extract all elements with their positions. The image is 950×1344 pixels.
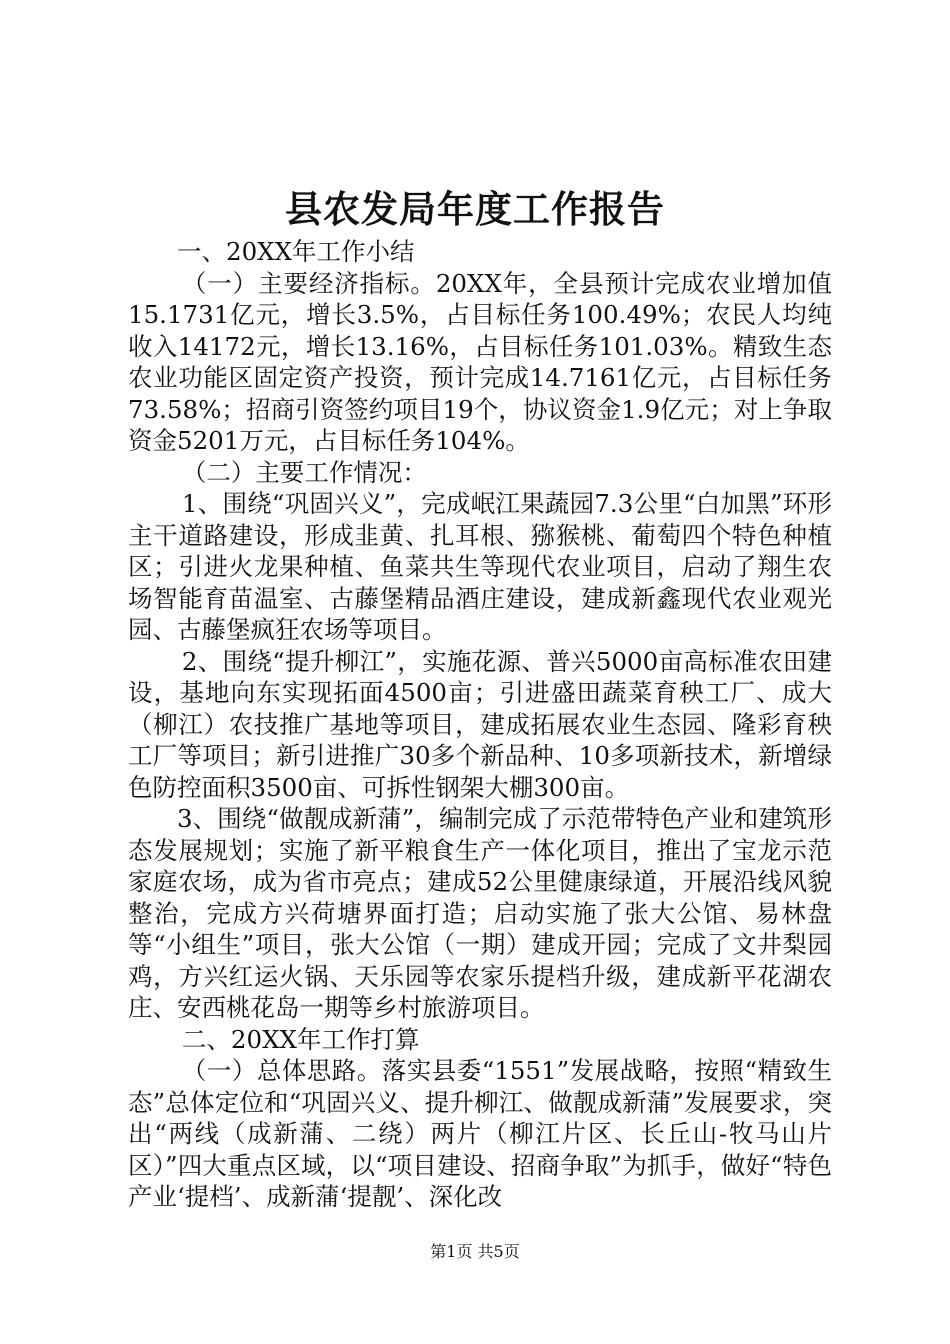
page-footer: 第1页 共5页 [430, 1242, 520, 1261]
document-title: 县农发局年度工作报告 [285, 187, 665, 231]
paragraph-overall-approach: （一）总体思路。落实县委“1551”发展战略，按照“精致生态”总体定位和“巩固兴义、提升柳江、做靓成新蒲”发展要求，突出“两线（成新蒲、二绕）两片（柳江片区、长丘山-牧马山片区）”四大重点区域，以“项目建设、招商争取”为抓手，做好“特色产业‘提档’、成新蒲‘提靓’、深化改 [128, 1056, 832, 1211]
section-heading-1: 一、20XX年工作小结 [177, 237, 415, 266]
paragraph-item-2: 2、围绕“提升柳江”，实施花源、普兴5000亩高标准农田建设，基地向东实现拓面4500亩；引进盛田蔬菜育秧工厂、成大（柳江）农技推广基地等项目，建成拓展农业生态园、隆彩育秧工厂等项目；新引进推广30多个新品种、10多项新技术，新增绿色防控面积3500亩、可拆性钢架大棚300亩。 [128, 646, 832, 802]
paragraph-economic-indicators: （一）主要经济指标。20XX年，全县预计完成农业增加值15.1731亿元，增长3.5%，占目标任务100.49%；农民人均纯收入14172元，增长13.16%，占目标任务101.03%。精致生态农业功能区固定资产投资，预计完成14.7161亿元，占目标任务73.58%；招商引资签约项目19个，协议资金1.9亿元；对上争取资金5201万元，占目标任务104%。 [128, 268, 832, 455]
section-heading-2: 二、20XX年工作打算 [181, 1024, 420, 1054]
document-body [128, 236, 832, 1213]
paragraph-work-status-heading: （二）主要工作情况： [181, 457, 427, 487]
paragraph-item-3: 3、围绕“做靓成新蒲”，编制完成了示范带特色产业和建筑形态发展规划；实施了新平粮食生产一体化项目，推出了宝龙示范家庭农场，成为省市亮点；建成52公里健康绿道，开展沿线风貌整治，完成方兴荷塘界面打造；启动实施了张大公馆、易林盘等“小组生”项目，张大公馆（一期）建成开园；完成了文井梨园鸡，方兴红运火锅、天乐园等农家乐提档升级，建成新平花湖农庄、安西桃花岛一期等乡村旅游项目。 [128, 804, 832, 1022]
paragraph-item-1: 1、围绕“巩固兴义”，完成岷江果蔬园7.3公里“白加黑”环形主干道路建设，形成韭黄、扎耳根、猕猴桃、葡萄四个特色种植区；引进火龙果种植、鱼菜共生等现代农业项目，启动了翔生农场智能育苗温室、古藤堡精品酒庄建设，建成新鑫现代农业观光园、古藤堡疯狂农场等项目。 [128, 489, 832, 644]
